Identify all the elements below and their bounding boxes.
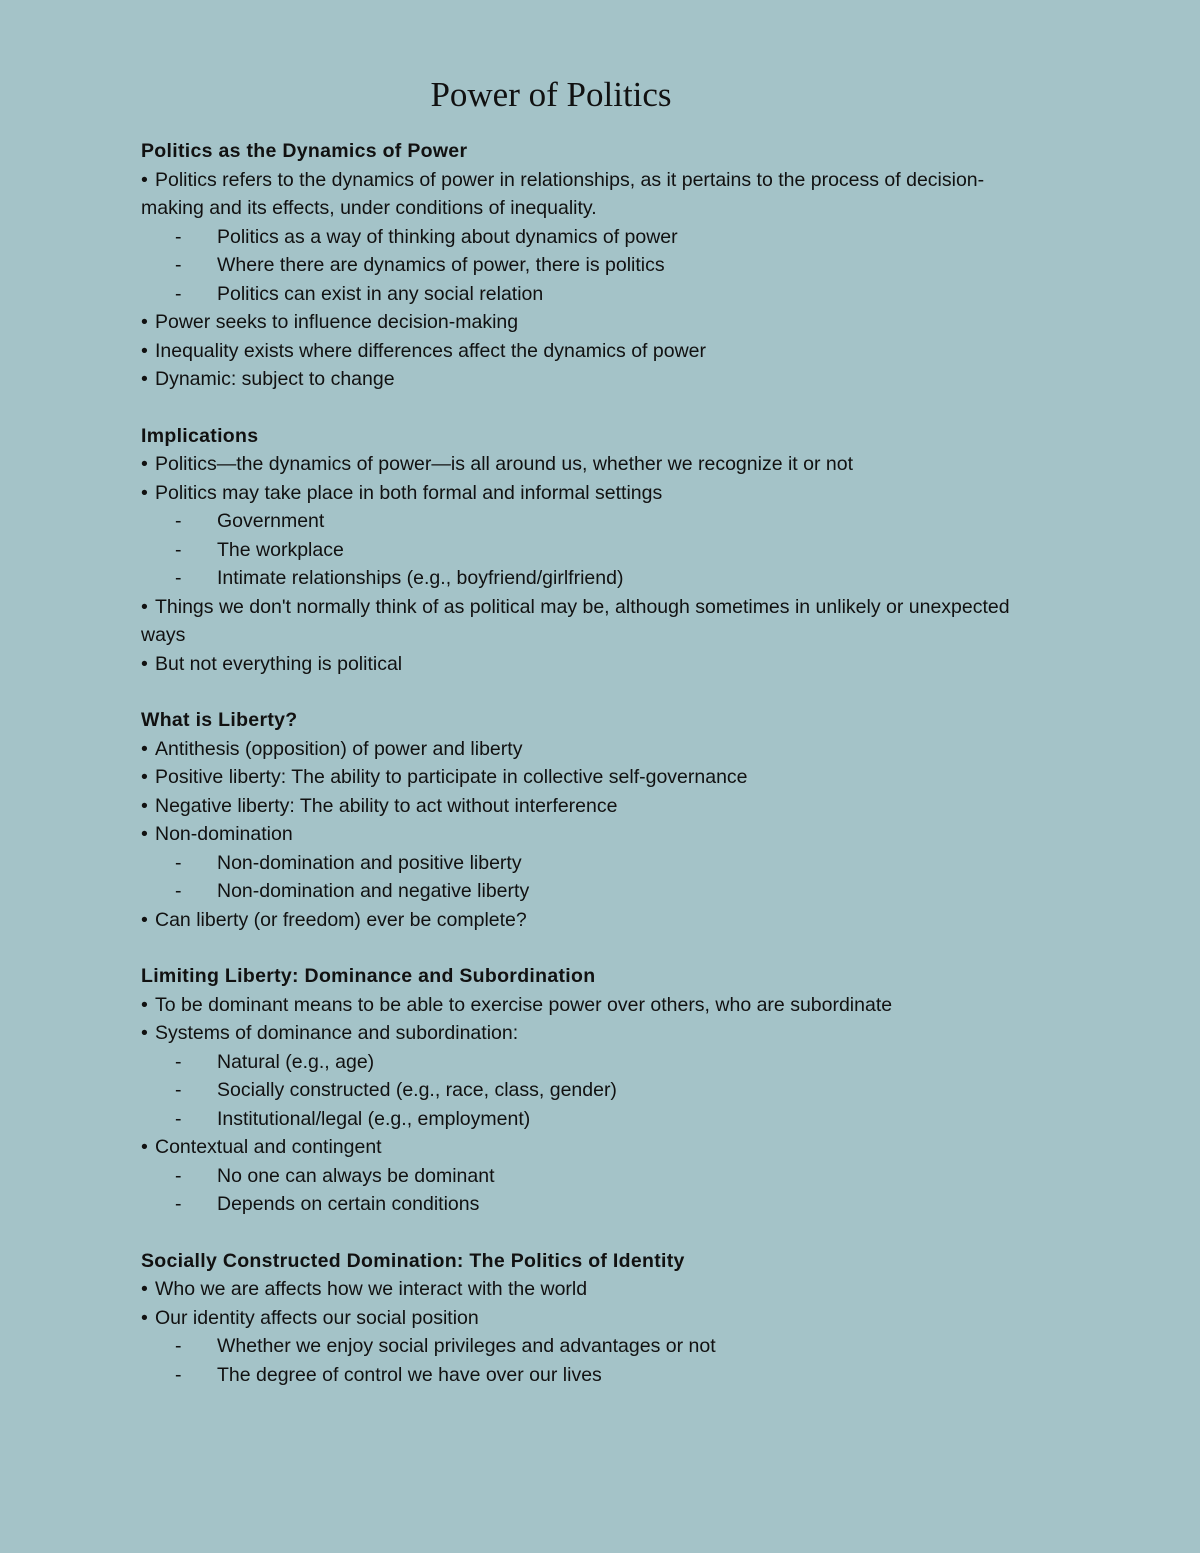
bullet-marker: • xyxy=(141,766,148,788)
section-heading: Politics as the Dynamics of Power xyxy=(141,140,468,162)
bullet-marker: • xyxy=(141,339,148,362)
list-item-text: Positive liberty: The ability to participate in collective self-governance xyxy=(155,766,748,788)
section xyxy=(141,962,1041,1219)
dash-marker: - xyxy=(175,1363,182,1386)
section xyxy=(141,1247,1041,1390)
sub-list-item xyxy=(141,536,1041,565)
section xyxy=(141,706,1041,934)
dash-marker: - xyxy=(175,567,182,589)
bullet-marker: • xyxy=(141,453,148,475)
section-heading: Limiting Liberty: Dominance and Subordination xyxy=(141,965,596,987)
sub-list-item xyxy=(141,564,1041,593)
dash-marker: - xyxy=(175,1193,182,1215)
list-item xyxy=(141,593,1041,650)
sub-list-item xyxy=(141,1162,1041,1191)
dash-marker: - xyxy=(175,880,182,902)
list-item-text: Depends on certain conditions xyxy=(217,1193,480,1215)
list-item xyxy=(141,650,1041,679)
dash-marker: - xyxy=(175,851,182,874)
list-item xyxy=(141,479,1041,508)
list-item xyxy=(141,1275,1041,1304)
sub-list-item xyxy=(141,1332,1041,1361)
list-item-text: Can liberty (or freedom) ever be complete? xyxy=(155,908,527,931)
section xyxy=(141,422,1041,679)
list-item xyxy=(141,450,1041,479)
list-item-text: Non-domination and negative liberty xyxy=(217,880,530,902)
dash-marker: - xyxy=(175,1107,182,1130)
sub-list-item xyxy=(141,280,1041,309)
list-item xyxy=(141,166,1041,223)
bullet-marker: • xyxy=(141,794,148,817)
list-item xyxy=(141,763,1041,792)
bullet-marker: • xyxy=(141,737,148,760)
list-item-text: Politics can exist in any social relation xyxy=(217,282,544,305)
list-item-text: Systems of dominance and subordination: xyxy=(155,1022,519,1044)
list-item-text: Non-domination and positive liberty xyxy=(217,851,522,874)
bullet-marker: • xyxy=(141,368,148,390)
sub-list-item xyxy=(141,507,1041,536)
list-item-text: No one can always be dominant xyxy=(217,1164,495,1187)
list-item-text: Dynamic: subject to change xyxy=(155,368,395,390)
list-item xyxy=(141,1304,1041,1333)
list-item-text: Politics may take place in both formal and informal settings xyxy=(155,481,663,504)
list-item-text: Our identity affects our social position xyxy=(155,1306,479,1329)
bullet-marker: • xyxy=(141,1306,148,1329)
list-item-text: Inequality exists where differences affect the dynamics of power xyxy=(155,339,706,362)
list-item-text: The degree of control we have over our lives xyxy=(217,1363,602,1386)
list-item-text: Whether we enjoy social privileges and advantages or not xyxy=(217,1335,716,1357)
dash-marker: - xyxy=(175,1050,182,1073)
dash-marker: - xyxy=(175,1335,182,1357)
sub-list-item xyxy=(141,1361,1041,1390)
bullet-marker: • xyxy=(141,908,148,931)
bullet-marker: • xyxy=(141,311,148,333)
list-item-text: Negative liberty: The ability to act without interference xyxy=(155,794,618,817)
list-item-text: Who we are affects how we interact with the world xyxy=(155,1278,588,1300)
list-item xyxy=(141,365,1041,394)
list-item xyxy=(141,820,1041,849)
list-item-text: Socially constructed (e.g., race, class, gender) xyxy=(217,1079,617,1101)
sub-list-item xyxy=(141,877,1041,906)
list-item xyxy=(141,1133,1041,1162)
list-item-text: Intimate relationships (e.g., boyfriend/girlfriend) xyxy=(217,567,624,589)
list-item xyxy=(141,1019,1041,1048)
dash-marker: - xyxy=(175,510,182,532)
list-item xyxy=(141,735,1041,764)
document-page xyxy=(141,70,1041,1389)
list-item-text: Natural (e.g., age) xyxy=(217,1050,375,1073)
sub-list-item xyxy=(141,1190,1041,1219)
bullet-marker: • xyxy=(141,595,148,618)
list-item xyxy=(141,308,1041,337)
bullet-marker: • xyxy=(141,652,148,675)
section-heading: Socially Constructed Domination: The Politics of Identity xyxy=(141,1249,685,1272)
bullet-marker: • xyxy=(141,993,148,1016)
sub-list-item xyxy=(141,251,1041,280)
bullet-marker: • xyxy=(141,168,148,191)
sub-list-item xyxy=(141,849,1041,878)
bullet-marker: • xyxy=(141,1136,148,1158)
sub-list-item xyxy=(141,1048,1041,1077)
list-item-text: Politics—the dynamics of power—is all around us, whether we recognize it or not xyxy=(155,453,853,475)
sub-list-item xyxy=(141,1076,1041,1105)
dash-marker: - xyxy=(175,282,182,305)
dash-marker: - xyxy=(175,1164,182,1187)
bullet-marker: • xyxy=(141,481,148,504)
dash-marker: - xyxy=(175,1079,182,1101)
list-item-text: The workplace xyxy=(217,538,344,561)
list-item-text: Government xyxy=(217,510,325,532)
list-item-text: Power seeks to influence decision-making xyxy=(155,311,519,333)
list-item-text: Politics as a way of thinking about dynamics of power xyxy=(217,225,678,248)
list-item-text: But not everything is political xyxy=(155,652,403,675)
bullet-marker: • xyxy=(141,1022,148,1044)
sub-list-item xyxy=(141,223,1041,252)
list-item-text: Institutional/legal (e.g., employment) xyxy=(217,1107,531,1130)
document-body xyxy=(141,137,1041,1389)
list-item-text: Where there are dynamics of power, there is politics xyxy=(217,254,665,276)
document-title: Power of Politics xyxy=(430,75,672,114)
bullet-marker: • xyxy=(141,823,148,845)
list-item-text: To be dominant means to be able to exercise power over others, who are subordinate xyxy=(155,993,893,1016)
list-item xyxy=(141,792,1041,821)
list-item xyxy=(141,906,1041,935)
list-item-text: Things we don't normally think of as political may be, although sometimes in unlikely or unexpected ways xyxy=(141,595,1010,646)
bullet-marker: • xyxy=(141,1278,148,1300)
section xyxy=(141,137,1041,394)
section-heading: What is Liberty? xyxy=(141,709,298,731)
list-item-text: Non-domination xyxy=(155,823,293,845)
dash-marker: - xyxy=(175,225,182,248)
list-item-text: Politics refers to the dynamics of power in relationships, as it pertains to the process of decision-making and its effects, under conditions of inequality. xyxy=(141,168,985,219)
section-heading: Implications xyxy=(141,424,259,447)
dash-marker: - xyxy=(175,254,182,276)
list-item xyxy=(141,991,1041,1020)
sub-list-item xyxy=(141,1105,1041,1134)
dash-marker: - xyxy=(175,538,182,561)
list-item xyxy=(141,337,1041,366)
list-item-text: Antithesis (opposition) of power and liberty xyxy=(155,737,523,760)
list-item-text: Contextual and contingent xyxy=(155,1136,382,1158)
